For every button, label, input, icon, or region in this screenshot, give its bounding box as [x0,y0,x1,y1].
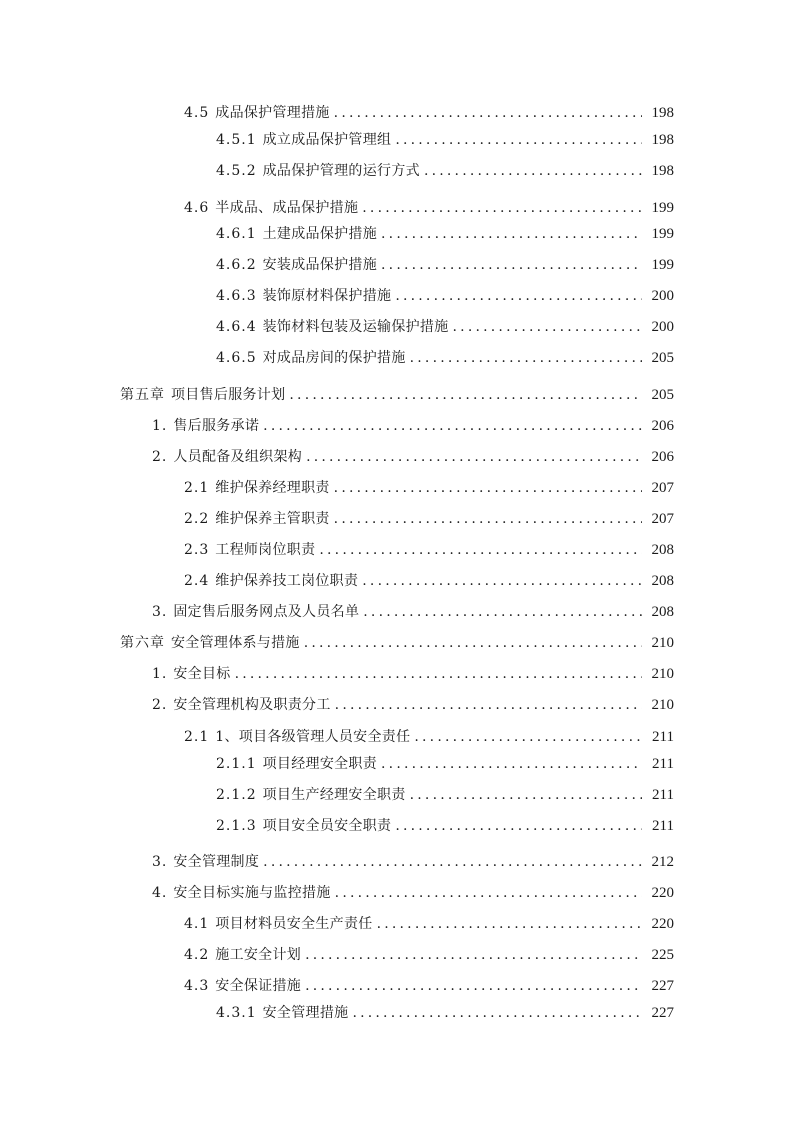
toc-entry[interactable] [184,100,674,122]
toc-number: 2.3 [184,542,210,558]
toc-leader-dots [424,162,642,180]
toc-entry[interactable] [120,630,674,652]
toc-title: 1、项目各级管理人员安全责任 [215,729,411,745]
toc-entry[interactable] [184,506,674,528]
toc-title: 人员配备及组织架构 [173,449,303,465]
toc-leader-dots [235,665,642,683]
toc-number: 4.6.5 [216,350,257,366]
toc-page-number: 200 [651,288,674,304]
toc-page-number: 200 [651,319,674,335]
toc-number: 2.1 [184,480,210,496]
toc-leader-dots [335,884,642,902]
toc-title: 安全管理措施 [262,1005,349,1021]
toc-leader-dots [289,386,642,404]
toc-entry[interactable] [120,382,674,404]
toc-page-number: 225 [651,947,674,963]
toc-page-number: 208 [651,542,674,558]
toc-entry[interactable] [184,537,674,559]
toc-leader-dots [381,755,642,773]
toc-number: 4. [152,885,168,901]
toc-title: 维护保养经理职责 [215,480,330,496]
toc-leader-dots [306,448,642,466]
toc-number: 4.6 [184,200,210,216]
toc-entry[interactable] [184,475,674,497]
toc-title: 安装成品保护措施 [262,257,378,273]
toc-title: 维护保养技工岗位职责 [215,573,359,589]
toc-entry[interactable] [184,724,674,746]
toc-leader-dots [263,853,642,871]
toc-page-number: 198 [651,132,674,148]
toc-number: 4.3.1 [216,1005,257,1021]
toc-page-number: 205 [651,350,674,366]
toc-leader-dots [335,696,642,714]
toc-title: 安全管理体系与措施 [171,635,300,651]
toc-entry[interactable] [216,1000,674,1022]
toc-number: 4.2 [184,947,210,963]
toc-leader-dots [395,287,642,305]
toc-number: 2.2 [184,511,210,527]
toc-title: 半成品、成品保护措施 [215,200,359,216]
toc-title: 成品保护管理的运行方式 [262,163,420,179]
toc-leader-dots [377,915,642,933]
toc-leader-dots [334,104,642,122]
toc-leader-dots [381,225,642,243]
toc-title: 安全目标 [173,666,231,682]
toc-title: 安全目标实施与监控措施 [173,885,331,901]
toc-leader-dots [453,318,642,336]
toc-entry[interactable] [152,880,674,902]
toc-number: 4.1 [184,916,210,932]
toc-entry[interactable] [184,911,674,933]
toc-entry[interactable] [216,813,674,835]
toc-title: 成品保护管理措施 [215,105,330,121]
toc-entry[interactable] [152,444,674,466]
toc-title: 售后服务承诺 [173,418,260,434]
toc-leader-dots [305,946,642,964]
toc-page-number: 220 [651,916,674,932]
toc-entry[interactable] [184,195,674,217]
toc-leader-dots [305,977,642,995]
toc-page-number: 211 [652,756,674,772]
toc-entry[interactable] [216,221,674,243]
toc-page-number: 208 [651,604,674,620]
toc-entry[interactable] [216,127,674,149]
toc-number: 4.5 [184,105,210,121]
toc-title: 安全管理机构及职责分工 [173,697,331,713]
toc-page-number: 211 [652,729,674,745]
toc-entry[interactable] [184,568,674,590]
toc-entry[interactable] [216,252,674,274]
toc-page-number: 207 [651,480,674,496]
toc-number: 4.5.1 [216,132,257,148]
toc-leader-dots [362,199,642,217]
toc-title: 项目安全员安全职责 [262,818,392,834]
toc-entry[interactable] [216,283,674,305]
toc-page-number: 220 [651,885,674,901]
toc-entry[interactable] [216,751,674,773]
toc-title: 装饰原材料保护措施 [262,288,392,304]
toc-number: 4.5.2 [216,163,257,179]
toc-title: 装饰材料包装及运输保护措施 [262,319,449,335]
toc-number: 1. [152,666,168,682]
toc-page-number: 206 [651,449,674,465]
toc-title: 项目经理安全职责 [262,756,378,772]
toc-title: 项目生产经理安全职责 [262,787,406,803]
toc-title: 项目售后服务计划 [171,387,286,403]
toc-number: 4.6.3 [216,288,257,304]
toc-page-number: 207 [651,511,674,527]
toc-page-number: 212 [651,854,674,870]
toc-title: 维护保养主管职责 [215,511,330,527]
toc-entry[interactable] [152,413,674,435]
toc-title: 安全管理制度 [173,854,260,870]
toc-leader-dots [319,541,642,559]
toc-page-number: 199 [651,226,674,242]
toc-page-number: 205 [651,387,674,403]
toc-leader-dots [352,1004,642,1022]
toc-leader-dots [410,786,642,804]
toc-number: 2.4 [184,573,210,589]
toc-number: 2.1 [184,729,210,745]
toc-page-number: 198 [651,105,674,121]
toc-page-number: 227 [651,978,674,994]
toc-number: 第六章 [120,635,165,651]
toc-entry[interactable] [152,849,674,871]
toc-number: 2. [152,697,168,713]
toc-leader-dots [363,603,642,621]
toc-page-number: 206 [651,418,674,434]
toc-number: 4.3 [184,978,210,994]
toc-entry[interactable] [152,661,674,683]
toc-title: 施工安全计划 [215,947,302,963]
toc-leader-dots [395,817,642,835]
toc-number: 2. [152,449,168,465]
toc-title: 成立成品保护管理组 [262,132,392,148]
toc-number: 4.6.2 [216,257,257,273]
toc-leader-dots [410,349,642,367]
toc-title: 土建成品保护措施 [262,226,378,242]
toc-leader-dots [334,510,642,528]
toc-page-number: 210 [651,666,674,682]
toc-entry[interactable] [184,942,674,964]
toc-entry[interactable] [216,782,674,804]
toc-number: 第五章 [120,387,165,403]
toc-number: 2.1.3 [216,818,257,834]
toc-title: 工程师岗位职责 [215,542,316,558]
toc-number: 4.6.1 [216,226,257,242]
toc-number: 3. [152,854,168,870]
toc-leader-dots [334,479,642,497]
toc-number: 2.1.2 [216,787,257,803]
toc-entry[interactable] [184,973,674,995]
toc-number: 3. [152,604,168,620]
toc-number: 4.6.4 [216,319,257,335]
toc-leader-dots [381,256,642,274]
toc-page-number: 210 [651,635,674,651]
toc-leader-dots [362,572,642,590]
toc-page-number: 199 [651,200,674,216]
toc-leader-dots [395,131,642,149]
toc-number: 1. [152,418,168,434]
toc-leader-dots [414,728,642,746]
toc-title: 对成品房间的保护措施 [262,350,406,366]
toc-page-number: 199 [651,257,674,273]
toc-page-number: 208 [651,573,674,589]
toc-entry[interactable] [216,314,674,336]
toc-entry[interactable] [152,692,674,714]
toc-page-number: 210 [651,697,674,713]
toc-title: 安全保证措施 [215,978,302,994]
toc-entry[interactable] [152,599,674,621]
toc-entry[interactable] [216,345,674,367]
toc-page-number: 211 [652,818,674,834]
toc-title: 项目材料员安全生产责任 [215,916,373,932]
toc-leader-dots [263,417,642,435]
toc-leader-dots [304,634,642,652]
toc-entry[interactable] [216,158,674,180]
toc-title: 固定售后服务网点及人员名单 [173,604,360,620]
toc-number: 2.1.1 [216,756,257,772]
toc-page-number: 227 [651,1005,674,1021]
toc-page-number: 211 [652,787,674,803]
toc-page-number: 198 [651,163,674,179]
